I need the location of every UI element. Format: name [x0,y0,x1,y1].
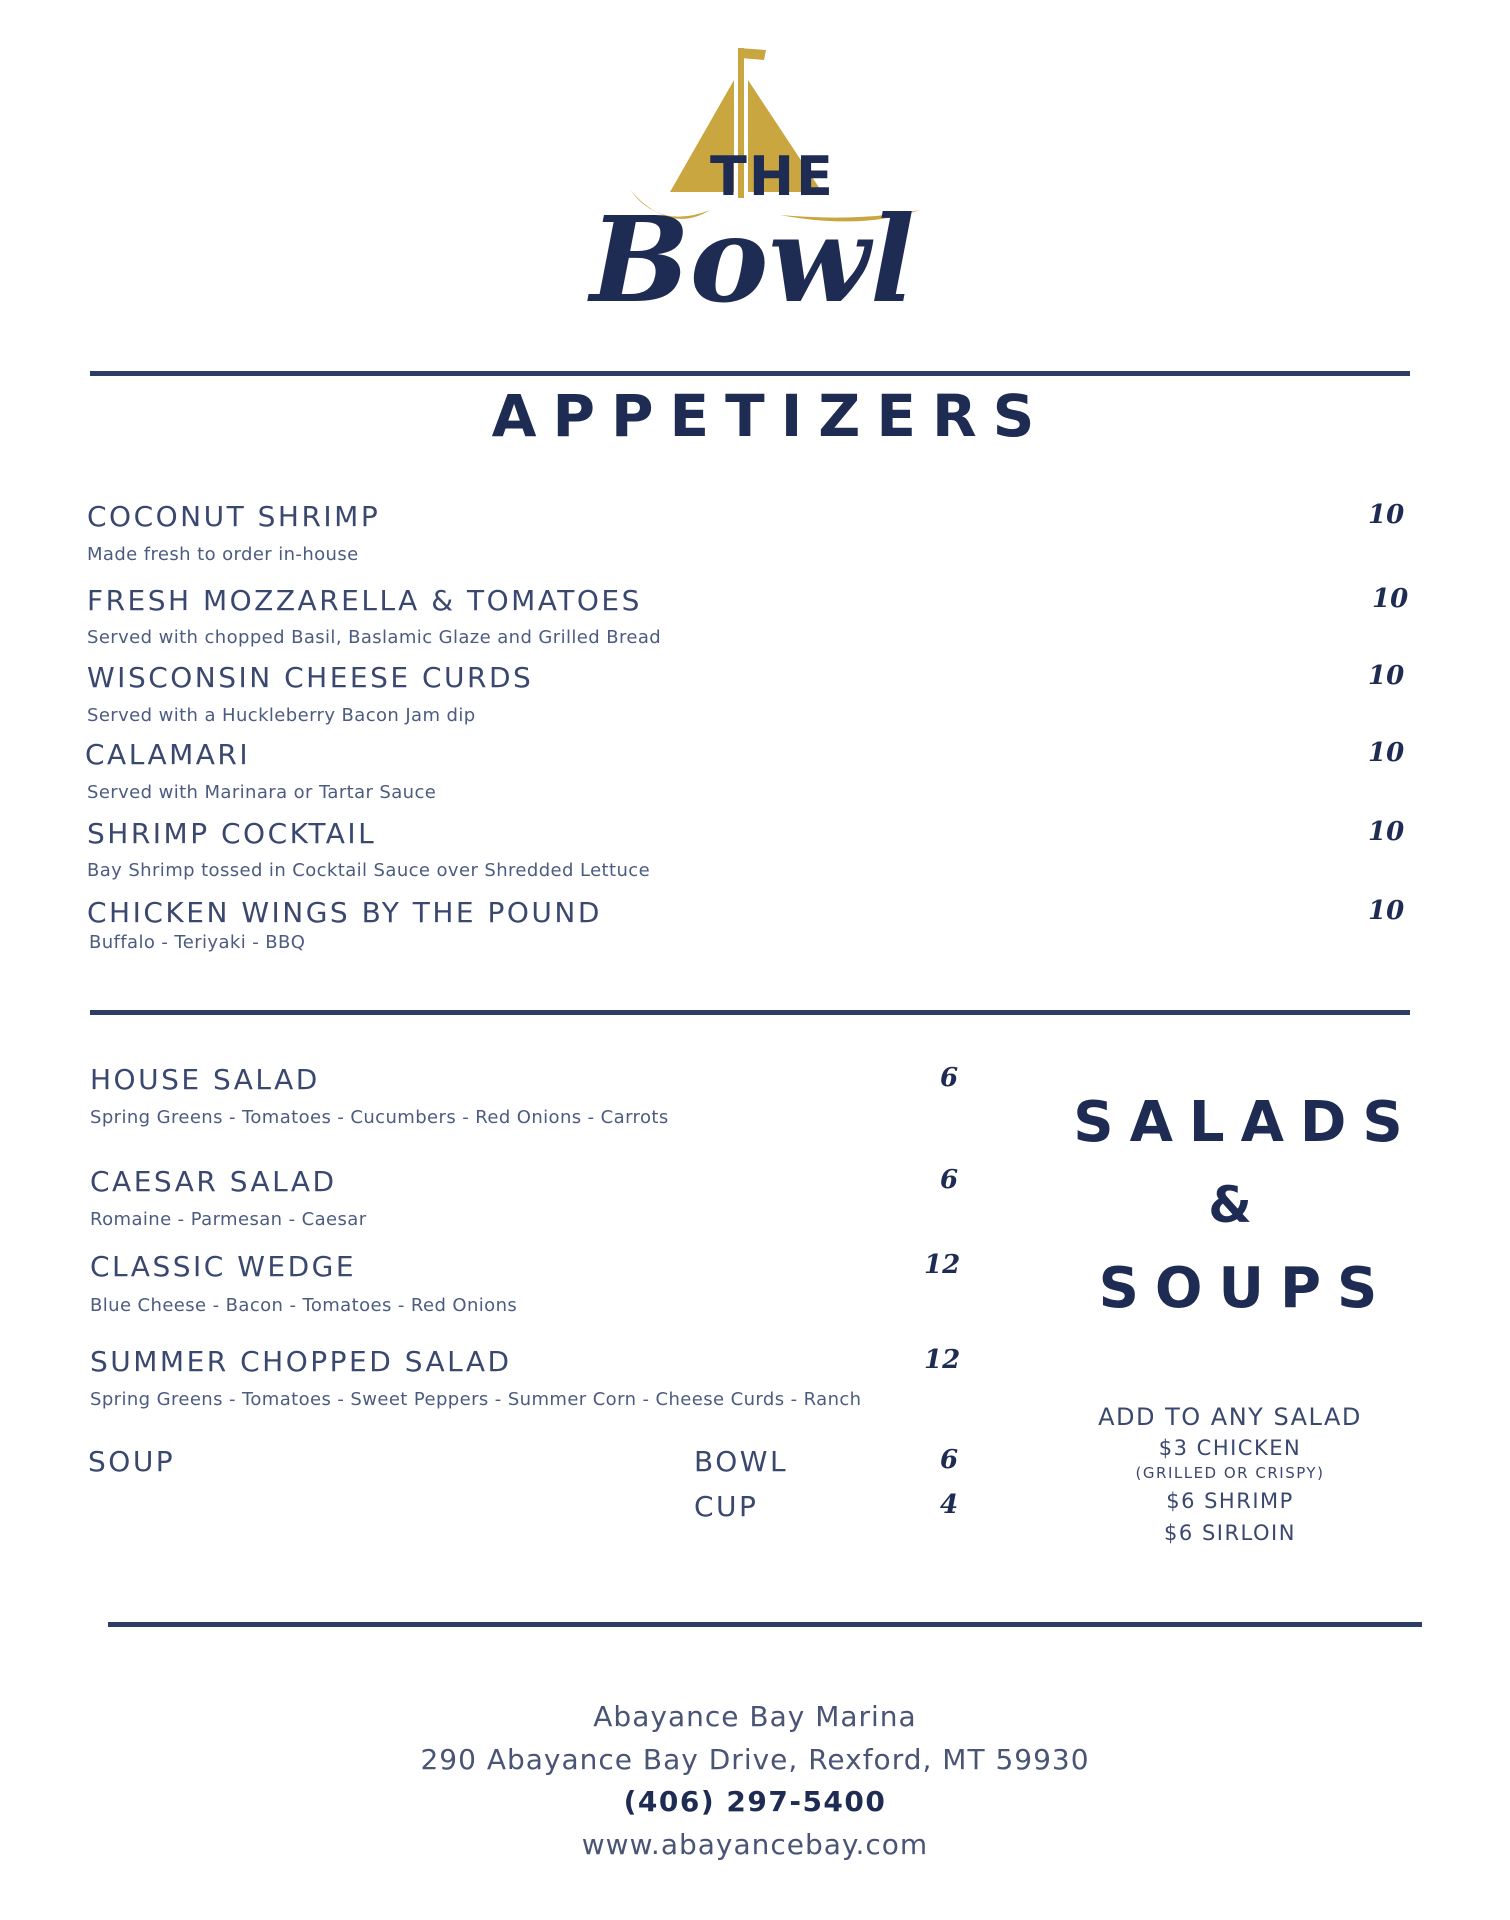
section-heading-appetizers: APPETIZERS [491,382,1051,450]
menu-item-price: 10 [1368,817,1405,847]
menu-item-desc: Buffalo - Teriyaki - BBQ [89,932,306,953]
addon-chicken-note: (GRILLED OR CRISPY) [1135,1464,1325,1482]
menu-item-price: 12 [924,1345,961,1375]
logo-word-the: THE [710,145,835,208]
menu-item-name: SHRIMP COCKTAIL [87,817,377,850]
menu-item-price: 6 [940,1063,959,1093]
addon-shrimp: $6 SHRIMP [1166,1489,1294,1513]
section-heading-soups: SOUPS [1098,1256,1394,1321]
menu-item-desc: Blue Cheese - Bacon - Tomatoes - Red Onions [90,1295,518,1316]
footer-phone: (406) 297-5400 [623,1785,887,1818]
logo-word-bowl: Bowl [590,190,915,329]
menu-item-price: 6 [940,1165,959,1195]
menu-item-name: CLASSIC WEDGE [90,1250,357,1283]
menu-item-desc: Romaine - Parmesan - Caesar [90,1209,367,1230]
section-heading-ampersand: & [1208,1176,1252,1234]
footer-address: 290 Abayance Bay Drive, Rexford, MT 59930 [420,1743,1090,1776]
addon-chicken: $3 CHICKEN [1158,1436,1302,1460]
menu-item-name: FRESH MOZZARELLA & TOMATOES [87,584,642,617]
menu-item-price: 10 [1372,584,1409,614]
logo [560,40,950,370]
menu-item-name: CAESAR SALAD [90,1165,337,1198]
menu-item-name: SUMMER CHOPPED SALAD [90,1345,512,1378]
menu-item-name: HOUSE SALAD [90,1063,320,1096]
menu-item-desc: Spring Greens - Tomatoes - Cucumbers - Red Onions - Carrots [90,1107,669,1128]
soup-cup-label: CUP [694,1490,759,1523]
soup-bowl-label: BOWL [694,1445,789,1478]
menu-item-desc: Served with chopped Basil, Baslamic Glaze and Grilled Bread [87,627,662,648]
menu-item-desc: Bay Shrimp tossed in Cocktail Sauce over Shredded Lettuce [87,860,651,881]
soup-cup-price: 4 [940,1490,959,1520]
addon-sirloin: $6 SIRLOIN [1164,1521,1296,1545]
menu-item-name: COCONUT SHRIMP [87,500,381,533]
menu-item-price: 12 [924,1250,961,1280]
menu-item-desc: Made fresh to order in-house [87,544,359,565]
soup-bowl-price: 6 [940,1445,959,1475]
menu-item-name: CALAMARI [85,738,251,771]
addons-title: ADD TO ANY SALAD [1098,1403,1362,1431]
menu-item-desc: Served with a Huckleberry Bacon Jam dip [87,705,476,726]
footer-website[interactable]: www.abayancebay.com [581,1828,929,1861]
footer-venue: Abayance Bay Marina [593,1700,917,1733]
menu-item-price: 10 [1368,738,1405,768]
divider [108,1622,1422,1627]
menu-item-name: CHICKEN WINGS BY THE POUND [87,896,602,929]
menu-item-name: WISCONSIN CHEESE CURDS [87,661,534,694]
menu-item-price: 10 [1368,661,1405,691]
menu-item-desc: Spring Greens - Tomatoes - Sweet Peppers - Summer Corn - Cheese Curds - Ranch [90,1389,862,1410]
section-heading-salads: SALADS [1073,1090,1419,1155]
menu-item-desc: Served with Marinara or Tartar Sauce [87,782,437,803]
menu-item-price: 10 [1368,500,1405,530]
menu-item-price: 10 [1368,896,1405,926]
menu-item-name: SOUP [88,1445,176,1478]
divider [90,371,1410,376]
divider [90,1010,1410,1015]
